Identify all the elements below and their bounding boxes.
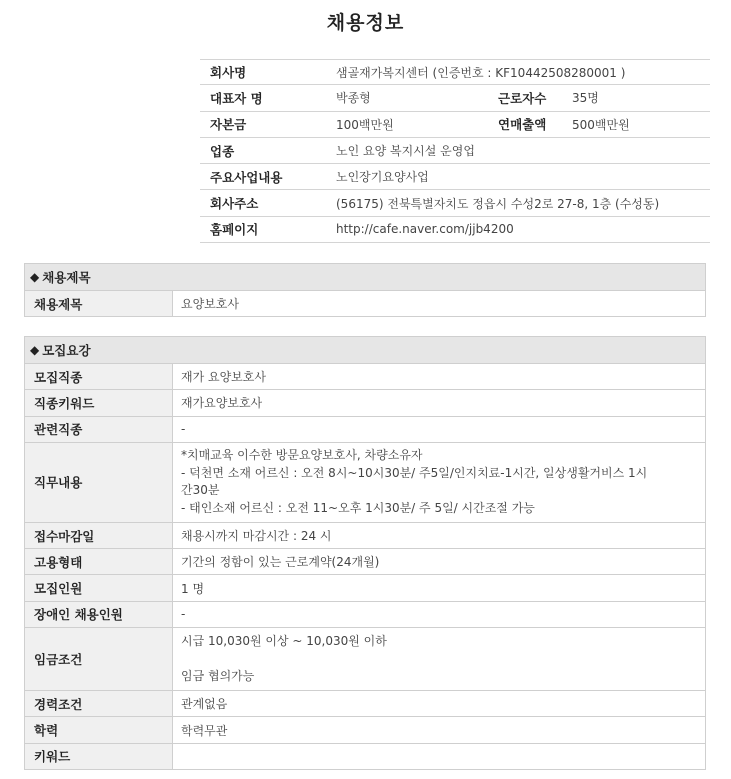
table-row: [25, 602, 705, 628]
sales-label: 연매출액: [498, 117, 547, 133]
employees-label: 근로자수: [498, 90, 547, 106]
capital-value: 100백만원: [336, 117, 394, 132]
business-label: 주요사업내용: [210, 169, 283, 185]
company-row-business: [200, 164, 710, 190]
row-label: 모집직종: [25, 364, 173, 389]
ceo-label: 대표자 명: [210, 90, 263, 106]
table-row: [25, 443, 705, 523]
table-row: [25, 291, 705, 317]
page-title: 채용정보: [326, 12, 405, 34]
diamond-icon: ◆: [30, 270, 40, 284]
company-row-capital: [200, 112, 710, 138]
capital-label: 자본금: [210, 117, 247, 133]
table-row: [25, 717, 705, 743]
homepage-link[interactable]: http://cafe.naver.com/jjb4200: [336, 222, 514, 237]
requirements-section: [24, 336, 706, 770]
duty-line: - 태인소재 어르신 : 오전 11~오후 1시30분/ 주 5일/ 시간조절 가능: [181, 500, 535, 515]
company-name-label: 회사명: [210, 65, 247, 81]
row-value: 요양보호사: [181, 297, 239, 312]
row-value: 1 명: [181, 581, 205, 596]
row-label: 모집인원: [25, 575, 173, 600]
row-value: 채용시까지 마감시간 : 24 시: [181, 529, 332, 544]
row-value: [173, 744, 705, 769]
duty-line: 간30분: [181, 483, 220, 498]
company-row-homepage: [200, 217, 710, 243]
row-value: [173, 628, 705, 690]
section-header-label: 모집요강: [42, 343, 91, 358]
row-value: 학력무관: [181, 723, 228, 738]
sales-value: 500백만원: [572, 117, 630, 132]
company-row-industry: [200, 138, 710, 164]
row-value: -: [181, 422, 186, 437]
row-value: -: [181, 607, 186, 622]
ceo-value: 박종형: [336, 91, 371, 106]
table-row: [25, 364, 705, 390]
address-value: (56175) 전북특별자치도 정읍시 수성2로 27-8, 1층 (수성동): [336, 196, 660, 211]
homepage-label: 홈페이지: [210, 222, 259, 238]
table-row: [25, 523, 705, 549]
table-row: [25, 744, 705, 770]
row-value: 재가요양보호사: [181, 396, 263, 411]
company-row-name: [200, 59, 710, 85]
row-value: 재가 요양보호사: [181, 370, 266, 385]
job-title-section: [24, 263, 706, 317]
row-value: [173, 443, 705, 522]
section-header: [25, 337, 705, 364]
table-row: [25, 417, 705, 443]
row-label: 직종키워드: [25, 390, 173, 415]
row-label: 키워드: [25, 744, 173, 769]
company-name-value: 샘골재가복지센터 (인증번호 : KF10442508280001 ): [336, 65, 626, 80]
company-info-table: [200, 59, 710, 243]
row-label: 채용제목: [25, 291, 173, 316]
duty-line: *치매교육 이수한 방문요양보호사, 차량소유자: [181, 448, 423, 463]
employees-value: 35명: [572, 91, 599, 106]
table-row: [25, 390, 705, 416]
industry-label: 업종: [210, 143, 235, 159]
table-row: [25, 628, 705, 691]
diamond-icon: ◆: [30, 343, 40, 357]
table-row: [25, 691, 705, 717]
row-label: 관련직종: [25, 417, 173, 442]
row-label: 접수마감일: [25, 523, 173, 548]
row-label: 장애인 채용인원: [25, 602, 173, 627]
table-row: [25, 549, 705, 575]
industry-value: 노인 요양 복지시설 운영업: [336, 144, 475, 159]
row-label: 임금조건: [25, 628, 173, 690]
row-label: 고용형태: [25, 549, 173, 574]
wage-line: 시급 10,030원 이상 ~ 10,030원 이하: [181, 634, 387, 649]
row-label: 경력조건: [25, 691, 173, 716]
row-label: 직무내용: [25, 443, 173, 522]
business-value: 노인장기요양사업: [336, 170, 429, 185]
row-value: 기간의 정함이 있는 근로계약(24개월): [181, 555, 380, 570]
wage-line: 임금 협의가능: [181, 668, 255, 683]
address-label: 회사주소: [210, 196, 259, 212]
section-header-label: 채용제목: [42, 270, 91, 285]
section-header: [25, 264, 705, 291]
row-label: 학력: [25, 717, 173, 742]
company-row-ceo: [200, 85, 710, 111]
row-value: 관계없음: [181, 697, 228, 712]
company-row-address: [200, 190, 710, 216]
duty-line: - 덕천면 소재 어르신 : 오전 8시~10시30분/ 주5일/인지치료-1시간, 일상생활거비스 1시: [181, 465, 648, 480]
table-row: [25, 575, 705, 601]
